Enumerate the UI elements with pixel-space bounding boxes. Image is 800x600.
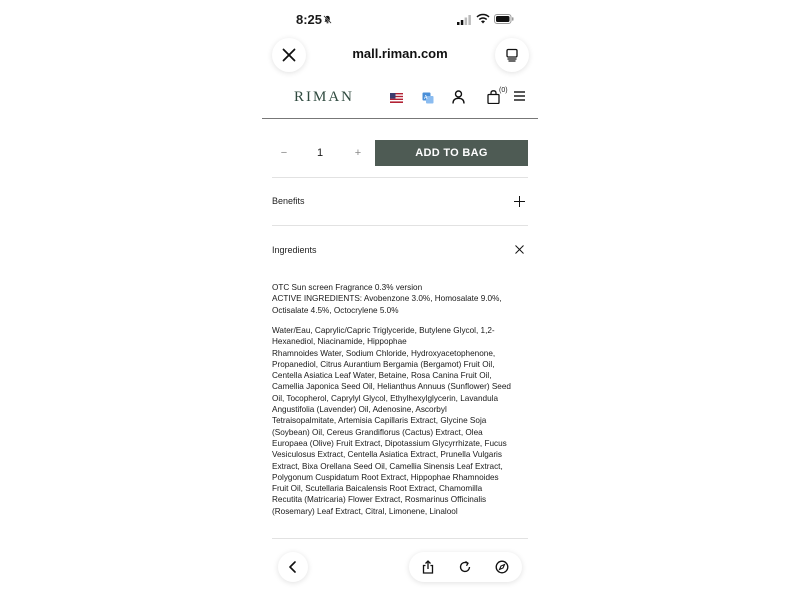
url-bar[interactable]: mall.riman.com (352, 46, 448, 61)
signal-icon (457, 15, 471, 25)
add-to-bag-button[interactable]: ADD TO BAG (375, 140, 528, 166)
status-time: 8:25 (296, 12, 323, 27)
close-browser-button[interactable] (272, 38, 306, 72)
back-button[interactable] (278, 552, 308, 582)
browser-bottom-toolbar (262, 540, 538, 600)
ingredients-label: Ingredients (272, 245, 317, 255)
menu-icon[interactable] (514, 91, 525, 101)
cart-count-badge: (0) (499, 87, 508, 94)
chevron-left-icon (288, 561, 298, 573)
section-divider (272, 177, 528, 178)
close-icon (282, 48, 296, 62)
battery-icon (494, 14, 514, 24)
wifi-icon (476, 13, 490, 24)
translate-icon[interactable] (422, 92, 434, 104)
tabs-button[interactable] (495, 38, 529, 72)
compass-icon[interactable] (495, 560, 509, 574)
quantity-value[interactable]: 1 (316, 147, 324, 159)
browser-actions-pill (409, 552, 522, 582)
otc-active-ingredients-text: OTC Sun screen Fragrance 0.3% version ACTIVE INGREDIENTS: Avobenzone 3.0%, Homosalate 9.0%, Octisalate 4.5%, Octocrylene 5.0% (272, 283, 502, 315)
us-flag-icon[interactable] (390, 93, 403, 103)
phone-screen (262, 0, 538, 600)
section-divider (272, 225, 528, 226)
section-divider (272, 538, 528, 539)
user-icon[interactable] (452, 90, 465, 104)
site-header (262, 80, 538, 118)
benefits-label: Benefits (272, 196, 305, 206)
full-ingredients-list: Water/Eau, Caprylic/Capric Triglyceride, Butylene Glycol, 1,2- Hexanediol, Niacinamide, Hippophae Rhamnoides Water, Sodium Chloride, Hydroxyacetophenone, Propanediol, Citrus Aurantium Bergamia (Bergamot) Fruit Oil, Centella Asiatica Leaf Water, Betaine, Rosa Canina Fruit Oil, Camellia Japonica Seed Oil, Helianthus Annuus (Sunflower) Seed Oil, Tocopherol, Caprylyl Glycol, Ethylhexylglycerin, Lavandula Angustifolia (Lavender) Oil, Adenosine, Ascorbyl Tetraisopalmitate, Artemisia Capillaris Extract, Glycine Soja (Soybean) Oil, Cereus Grandiflorus (Cactus) Extract, Olea Europaea (Olive) Fruit Extract, Dipotassium Glycyrrhizate, Fucus Vesiculosus Extract, Centella Asiatica Extract, Prunella Vulgaris Extract, Bixa Orellana Seed Oil, Camellia Sinensis Leaf Extract, Polygonum Cuspidatum Root Extract, Hippophae Rhamnoides Fruit Oil, Scutellaria Baicalensis Root Extract, Chamomilla Recutita (Matricaria) Flower Extract, Rosmarinus Officinalis (Rosemary) Leaf Extract, Citral, Limonene, Linalool (272, 326, 511, 516)
close-icon[interactable] (514, 244, 525, 255)
reload-icon[interactable] (458, 560, 472, 574)
share-icon[interactable] (421, 560, 435, 574)
quantity-increase-button[interactable]: + (354, 147, 362, 159)
tabs-icon (505, 48, 519, 62)
bell-slash-icon (323, 15, 332, 24)
riman-logo[interactable]: RIMAN (294, 89, 355, 105)
quantity-decrease-button[interactable]: − (280, 147, 288, 159)
plus-icon[interactable] (514, 196, 525, 207)
header-divider (262, 118, 538, 119)
status-bar (262, 0, 538, 40)
svg-text:A: A (424, 95, 428, 101)
